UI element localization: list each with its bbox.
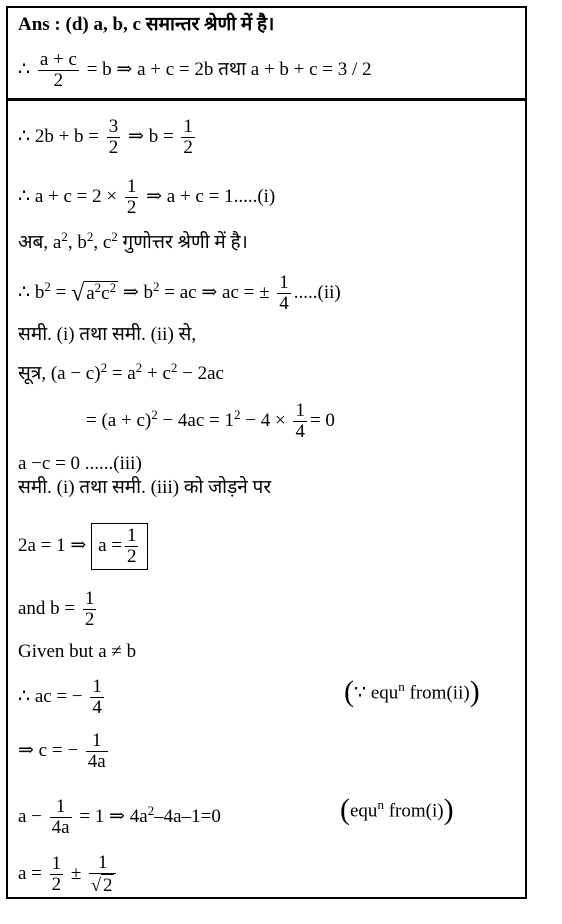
- superscript: 2: [94, 280, 102, 295]
- fraction-denominator: 4: [295, 421, 305, 442]
- fraction-numerator: 3: [108, 116, 119, 137]
- fraction-denominator: 2: [126, 197, 137, 218]
- solution-line-15: [18, 797, 221, 838]
- left-paren-icon: (: [340, 793, 350, 826]
- solution-line-6: [18, 360, 224, 386]
- solution-line-7: [86, 401, 335, 442]
- right-paren-icon: ): [443, 793, 454, 826]
- boxed-result: [91, 523, 148, 570]
- equation-text: = a: [107, 363, 136, 384]
- answer-header-box: [6, 6, 527, 100]
- fraction-numerator: 1: [51, 853, 62, 874]
- fraction-denominator: 4a: [51, 817, 70, 838]
- radical-sign-icon: √: [71, 280, 85, 307]
- fraction: [90, 677, 104, 718]
- equation-text: ⇒ c = −: [18, 739, 79, 761]
- solution-line-5: समी. (i) तथा समी. (ii) से,: [18, 324, 197, 345]
- fraction: [86, 731, 108, 772]
- note-from-eq-ii: [344, 675, 480, 709]
- superscript: 2: [100, 360, 108, 375]
- equation-text: from(ii): [404, 682, 470, 704]
- solution-line-2: [18, 177, 275, 218]
- fraction-numerator: 1: [86, 731, 108, 752]
- fraction: [277, 273, 291, 314]
- solution-line-9: समी. (i) तथा समी. (iii) को जोड़ने पर: [18, 477, 272, 498]
- fraction-numerator: 1: [84, 588, 95, 609]
- radicand: [84, 281, 118, 306]
- fraction-denominator: 2: [126, 546, 137, 567]
- equation-text: –4a–1=0: [154, 805, 221, 827]
- note-from-eq-i: [340, 793, 454, 827]
- fraction-numerator: 1: [126, 176, 137, 197]
- fraction: [89, 853, 116, 896]
- fraction-numerator: 1: [295, 400, 305, 421]
- fraction: [38, 50, 79, 91]
- equation-text: a: [86, 283, 95, 304]
- equation-text: c: [101, 283, 110, 304]
- fraction-numerator: 1: [183, 116, 193, 137]
- superscript: 2: [109, 280, 117, 295]
- superscript: 2: [147, 802, 155, 818]
- equation-text: ±: [70, 862, 82, 884]
- superscript: 2: [86, 229, 94, 244]
- superscript: 2: [234, 406, 241, 422]
- radicand: 2: [102, 875, 113, 896]
- solution-line-11: [18, 589, 99, 630]
- fraction-numerator: 1: [126, 525, 137, 546]
- equation-text: ∴ b: [18, 281, 45, 303]
- equation-text: , c: [93, 232, 112, 253]
- equation-text: ⇒ b: [122, 281, 154, 303]
- solution-line-1: [18, 117, 198, 158]
- square-root: [71, 281, 118, 306]
- fraction: [181, 117, 195, 158]
- equation-text: = (a + c): [86, 409, 152, 431]
- fraction-denominator: 4: [92, 697, 102, 718]
- fraction-denominator: [89, 874, 116, 896]
- equation-text: + c: [142, 363, 171, 384]
- equation-text: ⇒ a + c = 1.....(i): [146, 185, 276, 207]
- fraction: [125, 177, 139, 218]
- right-paren-icon: ): [469, 675, 480, 708]
- fraction: [293, 401, 307, 442]
- equation-text: a =: [18, 862, 42, 884]
- equation-text: = b ⇒ a + c = 2b तथा a + b + c = 3 / 2: [86, 58, 372, 80]
- fraction-numerator: 1: [50, 797, 72, 818]
- answer-sheet: [6, 6, 529, 902]
- ans-text: (d) a, b, c समान्तर श्रेणी में है।: [65, 14, 275, 35]
- fraction-denominator: 4a: [87, 751, 106, 772]
- ap-condition-line: [18, 50, 372, 91]
- equation-text: सूत्र, (a − c): [18, 363, 101, 384]
- fraction-denominator: 2: [53, 70, 64, 91]
- fraction-numerator: a + c: [39, 49, 77, 70]
- square-root: [91, 874, 114, 896]
- superscript: 2: [135, 360, 143, 375]
- equation-text: ∵ equ: [354, 682, 399, 704]
- equation-text: from(i): [383, 800, 444, 822]
- answer-line: [18, 14, 274, 36]
- equation-text: गुणोत्तर श्रेणी में है।: [117, 232, 248, 253]
- left-paren-icon: (: [344, 675, 354, 708]
- equation-text: = 1 ⇒ 4a: [79, 805, 148, 827]
- radical-sign-icon: √: [91, 875, 101, 895]
- equation-text: equ: [350, 800, 378, 822]
- fraction-numerator: 1: [89, 853, 116, 874]
- fraction: [83, 589, 97, 630]
- fraction-denominator: 2: [84, 609, 95, 630]
- equation-text: =: [50, 281, 67, 303]
- solution-box: [6, 99, 527, 899]
- superscript: 2: [44, 278, 51, 294]
- therefore-symbol: ∴: [18, 58, 31, 80]
- equation-text: , b: [67, 232, 87, 253]
- solution-line-4: [18, 273, 341, 314]
- fraction: [50, 797, 72, 838]
- equation-text: − 2ac: [177, 363, 224, 384]
- equation-text: and b =: [18, 597, 76, 619]
- solution-line-3: [18, 229, 248, 255]
- equation-text: अब, a: [18, 232, 62, 253]
- superscript: n: [377, 797, 384, 813]
- solution-line-14: [18, 731, 111, 772]
- ans-label: Ans :: [18, 14, 61, 35]
- equation-text: ⇒ b =: [128, 125, 174, 147]
- solution-line-16: [18, 853, 119, 896]
- fraction-denominator: 2: [51, 874, 62, 895]
- equation-text: a −: [18, 805, 42, 827]
- superscript: n: [398, 679, 405, 695]
- equation-text: − 4ac = 1: [157, 409, 234, 431]
- superscript: 2: [153, 278, 160, 294]
- solution-line-12: Given but a ≠ b: [18, 641, 137, 662]
- equation-text: = 0: [309, 409, 335, 431]
- solution-line-13: [18, 677, 107, 718]
- equation-text: ∴ 2b + b =: [18, 125, 100, 147]
- superscript: 2: [111, 229, 118, 244]
- equation-text: ∴ ac = −: [18, 685, 83, 707]
- fraction-denominator: 2: [183, 137, 193, 158]
- equation-text: = ac ⇒ ac = ±: [159, 281, 270, 303]
- fraction-numerator: 1: [279, 272, 289, 293]
- fraction-numerator: 1: [92, 676, 102, 697]
- fraction-denominator: 2: [108, 137, 119, 158]
- equation-text: 2a = 1 ⇒: [18, 534, 87, 556]
- superscript: 2: [61, 229, 68, 244]
- equation-text: .....(ii): [293, 281, 341, 303]
- solution-line-10: [18, 523, 148, 570]
- fraction: [125, 526, 139, 567]
- fraction: [107, 117, 121, 158]
- fraction: [50, 854, 64, 895]
- equation-text: a =: [98, 534, 122, 556]
- superscript: 2: [151, 406, 158, 422]
- equation-text: ∴ a + c = 2 ×: [18, 185, 118, 207]
- solution-line-8: a −c = 0 ......(iii): [18, 453, 142, 474]
- fraction-denominator: 4: [279, 293, 289, 314]
- superscript: 2: [170, 360, 178, 375]
- equation-text: − 4 ×: [240, 409, 286, 431]
